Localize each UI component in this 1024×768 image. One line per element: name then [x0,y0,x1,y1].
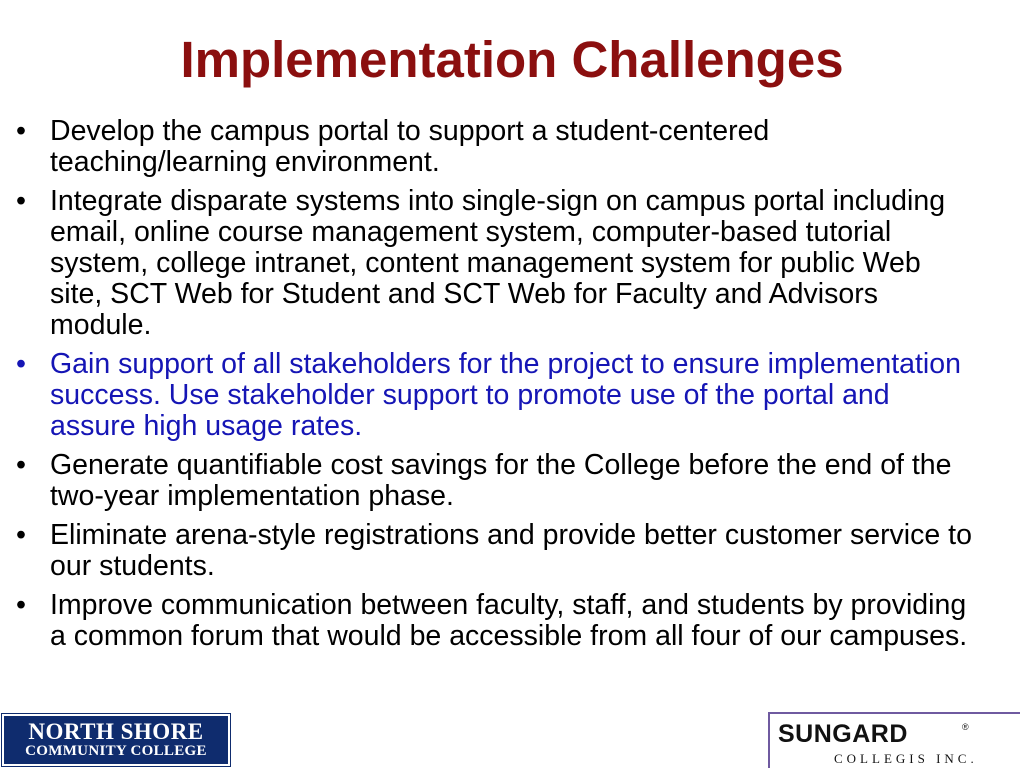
bullet-item-highlighted [14,349,974,442]
bullet-mark: • [16,449,26,481]
bullet-text: Gain support of all stakeholders for the project to ensure implementation success. Use stakeholder support to promote use of the portal and assure high usage rates. [50,348,961,442]
slide-title: Implementation Challenges [180,31,844,88]
sungard-registered-mark: ® [962,722,969,732]
sungard-logo-line2: COLLEGIS INC. [834,751,978,766]
bullet-item [14,520,974,582]
sungard-logo-line1: SUNGARD [778,720,908,748]
north-shore-logo-line2: COMMUNITY COLLEGE [25,742,207,759]
sungard-logo [768,712,1020,768]
north-shore-logo [2,714,230,766]
bullet-text: Generate quantifiable cost savings for the College before the end of the two-year implementation phase. [50,449,952,512]
bullet-item [14,450,974,512]
bullet-list [14,116,974,660]
bullet-mark: • [16,185,26,217]
bullet-text: Develop the campus portal to support a student-centered teaching/learning environment. [50,115,770,178]
bullet-mark: • [16,519,26,551]
bullet-item [14,186,974,341]
bullet-mark: • [16,589,26,621]
north-shore-logo-line1: NORTH SHORE [28,718,204,744]
bullet-text: Improve communication between faculty, staff, and students by providing a common forum that would be accessible from all four of our campuses. [50,589,968,652]
bullet-item [14,590,974,652]
bullet-mark: • [16,115,26,147]
bullet-item [14,116,974,178]
bullet-mark: • [16,348,26,380]
bullet-text: Integrate disparate systems into single-sign on campus portal including email, online course management system, computer-based tutorial system, college intranet, content management system for public Web site, SCT Web for Student and SCT Web for Faculty and Advisors module. [50,185,946,341]
bullet-text: Eliminate arena-style registrations and provide better customer service to our students. [50,519,972,582]
